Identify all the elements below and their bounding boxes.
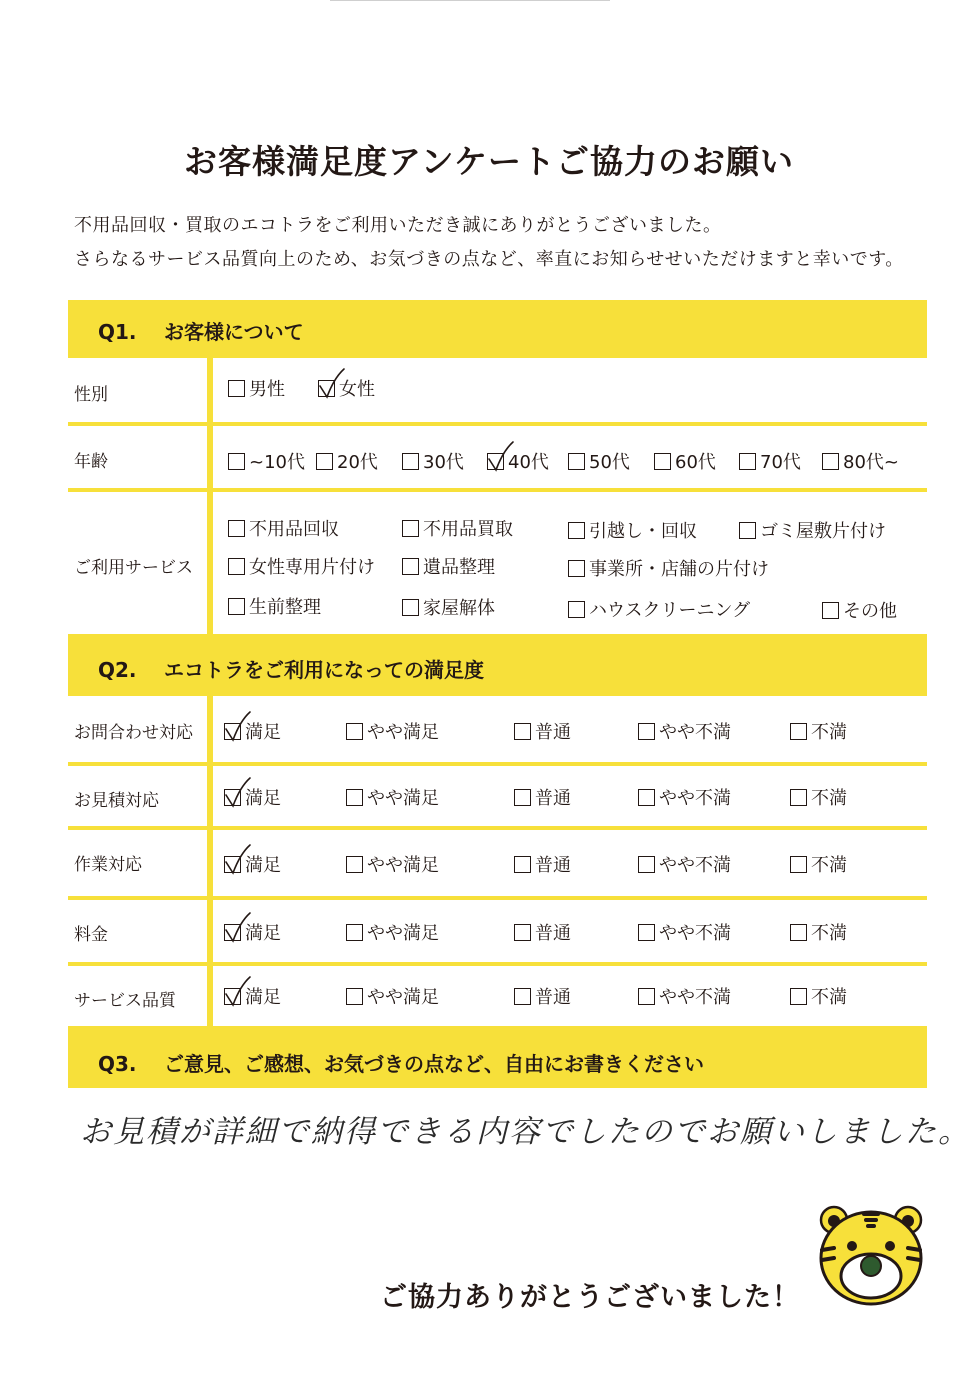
age-option-5[interactable]: [654, 448, 716, 474]
satisfaction-row-label: お見積対応: [74, 791, 159, 811]
checkbox-icon[interactable]: [228, 558, 245, 575]
satisfaction-option-4-3[interactable]: [638, 983, 731, 1009]
checkbox-icon[interactable]: [402, 558, 419, 575]
checkbox-icon[interactable]: [318, 380, 335, 397]
checkbox-icon[interactable]: [790, 856, 807, 873]
intro-line-1: 不用品回収・買取のエコトラをご利用いただき誠にありがとうございました。: [74, 215, 722, 236]
option-label: 30代: [423, 452, 464, 473]
checkbox-icon[interactable]: [402, 453, 419, 470]
option-label: 70代: [760, 452, 801, 473]
option-label: 女性専用片付け: [249, 557, 375, 578]
service-label: ご利用サービス: [74, 558, 193, 578]
page-title: お客様満足度アンケートご協力のお願い: [183, 142, 795, 181]
option-label: 満足: [245, 987, 281, 1008]
option-label: 女性: [339, 379, 375, 400]
checkbox-icon[interactable]: [514, 856, 531, 873]
option-label: 不用品買取: [423, 519, 513, 540]
checkbox-icon[interactable]: [822, 602, 839, 619]
row-separator: [68, 962, 927, 966]
option-label: 満足: [245, 788, 281, 809]
service-option-1[interactable]: [402, 515, 513, 541]
satisfaction-option-2-3[interactable]: [638, 851, 731, 877]
checkbox-icon[interactable]: [402, 599, 419, 616]
option-label: 80代~: [843, 452, 899, 473]
satisfaction-option-1-4[interactable]: [790, 784, 847, 810]
checkbox-icon[interactable]: [228, 380, 245, 397]
option-label: ~10代: [249, 452, 305, 473]
checkbox-icon[interactable]: [568, 453, 585, 470]
service-option-8[interactable]: [402, 594, 495, 620]
option-label: やや不満: [659, 788, 731, 809]
option-label: その他: [843, 601, 897, 622]
q1-number: Q1.: [98, 320, 137, 344]
age-option-7[interactable]: [822, 448, 899, 474]
option-label: 満足: [245, 722, 281, 743]
checkbox-icon[interactable]: [568, 601, 585, 618]
checkbox-icon[interactable]: [228, 453, 245, 470]
checkbox-icon[interactable]: [790, 723, 807, 740]
option-label: 満足: [245, 923, 281, 944]
checkbox-icon[interactable]: [228, 520, 245, 537]
service-option-4[interactable]: [228, 553, 375, 579]
checkbox-icon[interactable]: [822, 453, 839, 470]
satisfaction-option-2-1[interactable]: [346, 851, 439, 877]
tiger-mascot-icon: [816, 1202, 926, 1308]
closing-message: ご協力ありがとうございました！: [380, 1282, 800, 1313]
checkbox-icon[interactable]: [514, 789, 531, 806]
option-label: 不満: [811, 788, 847, 809]
checkbox-icon[interactable]: [514, 723, 531, 740]
q2-divider: [207, 696, 213, 1026]
checkbox-icon[interactable]: [638, 988, 655, 1005]
satisfaction-option-0-1[interactable]: [346, 718, 439, 744]
checkbox-icon[interactable]: [790, 789, 807, 806]
option-label: ゴミ屋敷片付け: [760, 521, 886, 542]
option-label: 不満: [811, 987, 847, 1008]
option-label: やや満足: [367, 788, 439, 809]
satisfaction-option-0-0[interactable]: [224, 718, 281, 744]
option-label: やや満足: [367, 987, 439, 1008]
option-label: 引越し・回収: [589, 521, 697, 542]
checkbox-icon[interactable]: [638, 789, 655, 806]
option-label: 遺品整理: [423, 557, 495, 578]
scan-edge-line: [330, 0, 610, 1]
satisfaction-option-4-4[interactable]: [790, 983, 847, 1009]
satisfaction-option-1-3[interactable]: [638, 784, 731, 810]
option-label: 不満: [811, 855, 847, 876]
age-label: 年齢: [74, 452, 108, 472]
satisfaction-option-0-3[interactable]: [638, 718, 731, 744]
option-label: やや満足: [367, 855, 439, 876]
satisfaction-row-label: 作業対応: [74, 855, 142, 875]
option-label: 50代: [589, 452, 630, 473]
service-option-0[interactable]: [228, 515, 339, 541]
checkbox-icon[interactable]: [638, 723, 655, 740]
q3-number: Q3.: [98, 1052, 137, 1076]
checkbox-icon[interactable]: [224, 723, 241, 740]
checkbox-icon[interactable]: [228, 598, 245, 615]
service-option-6[interactable]: [568, 555, 769, 581]
checkbox-icon[interactable]: [224, 789, 241, 806]
option-label: 不満: [811, 722, 847, 743]
gender-option-0[interactable]: [228, 375, 285, 401]
free-comment-answer: お見積が詳細で納得できる内容でしたのでお願いしました。: [80, 1114, 971, 1150]
satisfaction-option-3-0[interactable]: [224, 919, 281, 945]
satisfaction-option-1-2[interactable]: [514, 784, 571, 810]
checkbox-icon[interactable]: [346, 988, 363, 1005]
service-option-5[interactable]: [402, 553, 495, 579]
option-label: 男性: [249, 379, 285, 400]
option-label: 普通: [535, 987, 571, 1008]
gender-option-1[interactable]: [318, 375, 375, 401]
age-option-4[interactable]: [568, 448, 630, 474]
option-label: 家屋解体: [423, 598, 495, 619]
checkbox-icon[interactable]: [739, 522, 756, 539]
satisfaction-option-3-1[interactable]: [346, 919, 439, 945]
q1-header: [68, 300, 927, 358]
satisfaction-row-label: サービス品質: [74, 991, 176, 1011]
age-option-3[interactable]: [487, 448, 549, 474]
satisfaction-option-0-4[interactable]: [790, 718, 847, 744]
row-separator: [68, 488, 927, 492]
service-option-3[interactable]: [739, 517, 886, 543]
satisfaction-option-3-4[interactable]: [790, 919, 847, 945]
option-label: 満足: [245, 855, 281, 876]
checkbox-icon[interactable]: [224, 924, 241, 941]
option-label: やや満足: [367, 722, 439, 743]
option-label: やや不満: [659, 987, 731, 1008]
option-label: 不用品回収: [249, 519, 339, 540]
option-label: 普通: [535, 788, 571, 809]
checkbox-icon[interactable]: [346, 789, 363, 806]
service-option-9[interactable]: [568, 596, 750, 622]
satisfaction-option-1-1[interactable]: [346, 784, 439, 810]
checkbox-icon[interactable]: [487, 453, 504, 470]
checkbox-icon[interactable]: [402, 520, 419, 537]
checkbox-icon[interactable]: [790, 924, 807, 941]
satisfaction-option-0-2[interactable]: [514, 718, 571, 744]
q2-number: Q2.: [98, 658, 137, 682]
q2-title: エコトラをご利用になっての満足度: [164, 658, 484, 682]
service-option-7[interactable]: [228, 593, 321, 619]
option-label: やや不満: [659, 722, 731, 743]
option-label: 40代: [508, 452, 549, 473]
q3-title: ご意見、ご感想、お気づきの点など、自由にお書きください: [164, 1052, 704, 1076]
checkbox-icon[interactable]: [514, 988, 531, 1005]
checkbox-icon[interactable]: [224, 988, 241, 1005]
option-label: 普通: [535, 855, 571, 876]
option-label: 普通: [535, 923, 571, 944]
satisfaction-option-4-1[interactable]: [346, 983, 439, 1009]
checkbox-icon[interactable]: [346, 924, 363, 941]
option-label: 生前整理: [249, 597, 321, 618]
checkbox-icon[interactable]: [514, 924, 531, 941]
option-label: やや満足: [367, 923, 439, 944]
satisfaction-option-2-0[interactable]: [224, 851, 281, 877]
satisfaction-option-3-2[interactable]: [514, 919, 571, 945]
checkbox-icon[interactable]: [638, 924, 655, 941]
checkbox-icon[interactable]: [346, 723, 363, 740]
checkbox-icon[interactable]: [638, 856, 655, 873]
satisfaction-option-2-2[interactable]: [514, 851, 571, 877]
option-label: ハウスクリーニング: [589, 600, 751, 621]
age-option-1[interactable]: [316, 448, 378, 474]
satisfaction-option-4-2[interactable]: [514, 983, 571, 1009]
option-label: 事業所・店舗の片付け: [589, 559, 769, 580]
checkbox-icon[interactable]: [346, 856, 363, 873]
q2-header: [68, 634, 927, 696]
satisfaction-option-4-0[interactable]: [224, 983, 281, 1009]
age-option-0[interactable]: [228, 448, 305, 474]
age-option-6[interactable]: [739, 448, 801, 474]
row-separator: [68, 826, 927, 830]
age-option-2[interactable]: [402, 448, 464, 474]
satisfaction-option-3-3[interactable]: [638, 919, 731, 945]
option-label: 普通: [535, 722, 571, 743]
q1-title: お客様について: [164, 320, 304, 344]
q3-header: [68, 1026, 927, 1088]
satisfaction-option-2-4[interactable]: [790, 851, 847, 877]
checkbox-icon[interactable]: [654, 453, 671, 470]
option-label: やや不満: [659, 923, 731, 944]
checkbox-icon[interactable]: [790, 988, 807, 1005]
checkbox-icon[interactable]: [316, 453, 333, 470]
row-separator: [68, 422, 927, 426]
q1-divider: [207, 358, 213, 634]
satisfaction-option-1-0[interactable]: [224, 784, 281, 810]
option-label: 不満: [811, 923, 847, 944]
service-option-10[interactable]: [822, 597, 897, 623]
gender-label: 性別: [74, 385, 108, 405]
satisfaction-row-label: お問合わせ対応: [74, 723, 193, 743]
checkbox-icon[interactable]: [739, 453, 756, 470]
row-separator: [68, 896, 927, 900]
row-separator: [68, 762, 927, 766]
checkbox-icon[interactable]: [568, 522, 585, 539]
option-label: 60代: [675, 452, 716, 473]
option-label: 20代: [337, 452, 378, 473]
intro-line-2: さらなるサービス品質向上のため、お気づきの点など、率直にお知らせせいただけますと幸いです。: [74, 249, 904, 270]
satisfaction-row-label: 料金: [74, 925, 108, 945]
service-option-2[interactable]: [568, 517, 697, 543]
checkbox-icon[interactable]: [224, 856, 241, 873]
option-label: やや不満: [659, 855, 731, 876]
checkbox-icon[interactable]: [568, 560, 585, 577]
